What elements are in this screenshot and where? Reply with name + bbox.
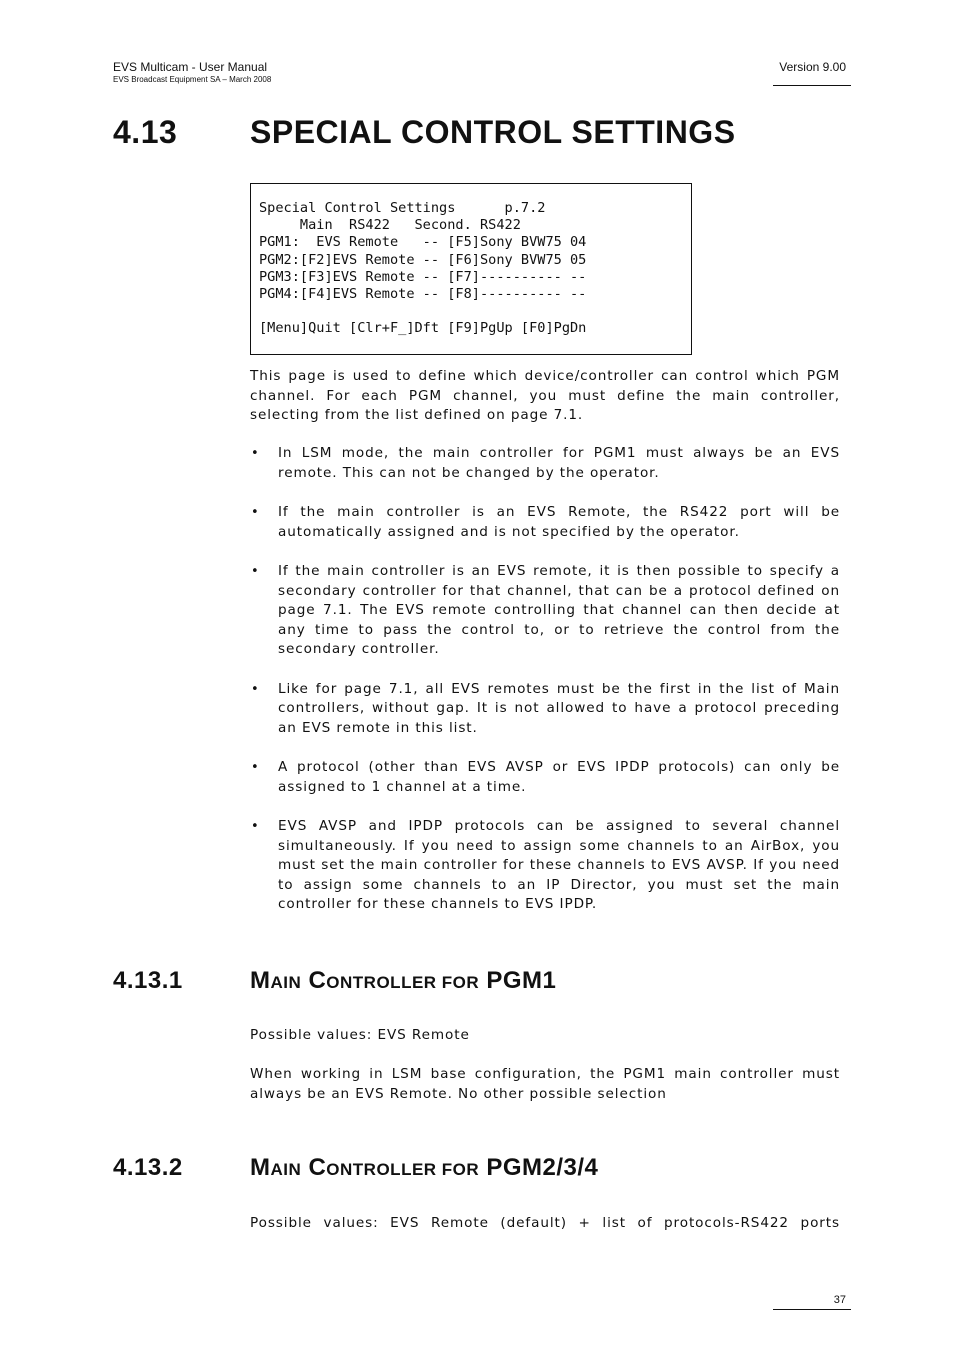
list-item: • If the main controller is an EVS remote, it is then possible to specify a secondary controller for that channel, that can be a protocol defined on page 7.1. The EVS remote controlling that channel can then decide at any time to pass the control to, or to retrieve the control from the secondary controller. (251, 563, 840, 657)
rules-list (250, 444, 840, 935)
header-rule (773, 85, 851, 86)
doc-title: EVS Multicam - User Manual (113, 60, 268, 74)
sub1-text: When working in LSM base configuration, the PGM1 main controller must always be an EVS Remote. No other possible selection (250, 1066, 840, 1102)
bullet-icon: • (251, 681, 260, 697)
bullet-icon: • (251, 819, 260, 834)
section-number: 4.13 (113, 114, 178, 150)
section-title: SPECIAL CONTROL SETTINGS (250, 114, 736, 150)
footer-rule (773, 1309, 851, 1310)
list-item: • Like for page 7.1, all EVS remotes must be the first in the list of Main controllers, without gap. It is not allowed to have a protocol preceding an EVS remote in this list. (251, 680, 840, 736)
list-item: • A protocol (other than EVS AVSP or EVS IPDP protocols) can only be assigned to 1 channel at a time. (251, 759, 840, 795)
settings-screen-box (250, 183, 692, 355)
bullet-icon: • (251, 760, 260, 775)
section-heading (113, 112, 736, 152)
bullet-icon: • (251, 505, 260, 520)
settings-screen-text: Special Control Settings p.7.2 Main RS422 Second. RS422 PGM1: EVS Remote -- [F5]Sony BVW75 04 PGM2:[F2]EVS Remote -- [F6]Sony BVW75 05 PGM3:[F3]EVS Remote -- [F7]---------- -- PGM4:[F4]EVS Remote -- [F8]---------- -- [Menu]Quit [Clr+F_]Dft [F9]PgUp [F0]PgDn (259, 200, 587, 337)
subsection-heading-1: 4.13.1 MAIN CONTROLLER FOR PGM1 (113, 967, 557, 994)
list-item: • EVS AVSP and IPDP protocols can be assigned to several channel simultaneously. If you need to assign some channels to an AirBox, you must set the main controller for these channels to EVS AVSP. If you need to assign some channels to an IP Director, you must set the main controller for these channels to EVS IPDP. (251, 818, 840, 912)
bullet-icon: • (251, 564, 260, 579)
sub2-possible: Possible values: EVS Remote (default) + list of protocols-RS422 ports (250, 1215, 840, 1231)
sub1-possible: Possible values: EVS Remote (250, 1027, 470, 1043)
intro-paragraph (250, 367, 840, 426)
page-number: 37 (833, 1294, 846, 1306)
header-left (113, 60, 271, 85)
subsection-heading-2: 4.13.2 MAIN CONTROLLER FOR PGM2/3/4 (113, 1154, 599, 1181)
doc-subtitle: EVS Broadcast Equipment SA – March 2008 (113, 75, 272, 84)
version-label: Version 9.00 (779, 60, 846, 74)
bullet-icon: • (251, 446, 260, 461)
list-item: • In LSM mode, the main controller for PGM1 must always be an EVS remote. This can not be changed by the operator. (251, 445, 840, 481)
list-item: • If the main controller is an EVS Remote, the RS422 port will be automatically assigned and is not specified by the operator. (251, 504, 840, 540)
intro-text: This page is used to define which device/controller can control which PGM channel. For each PGM channel, you must define the main controller, selecting from the list defined on page 7.1. (250, 368, 840, 423)
